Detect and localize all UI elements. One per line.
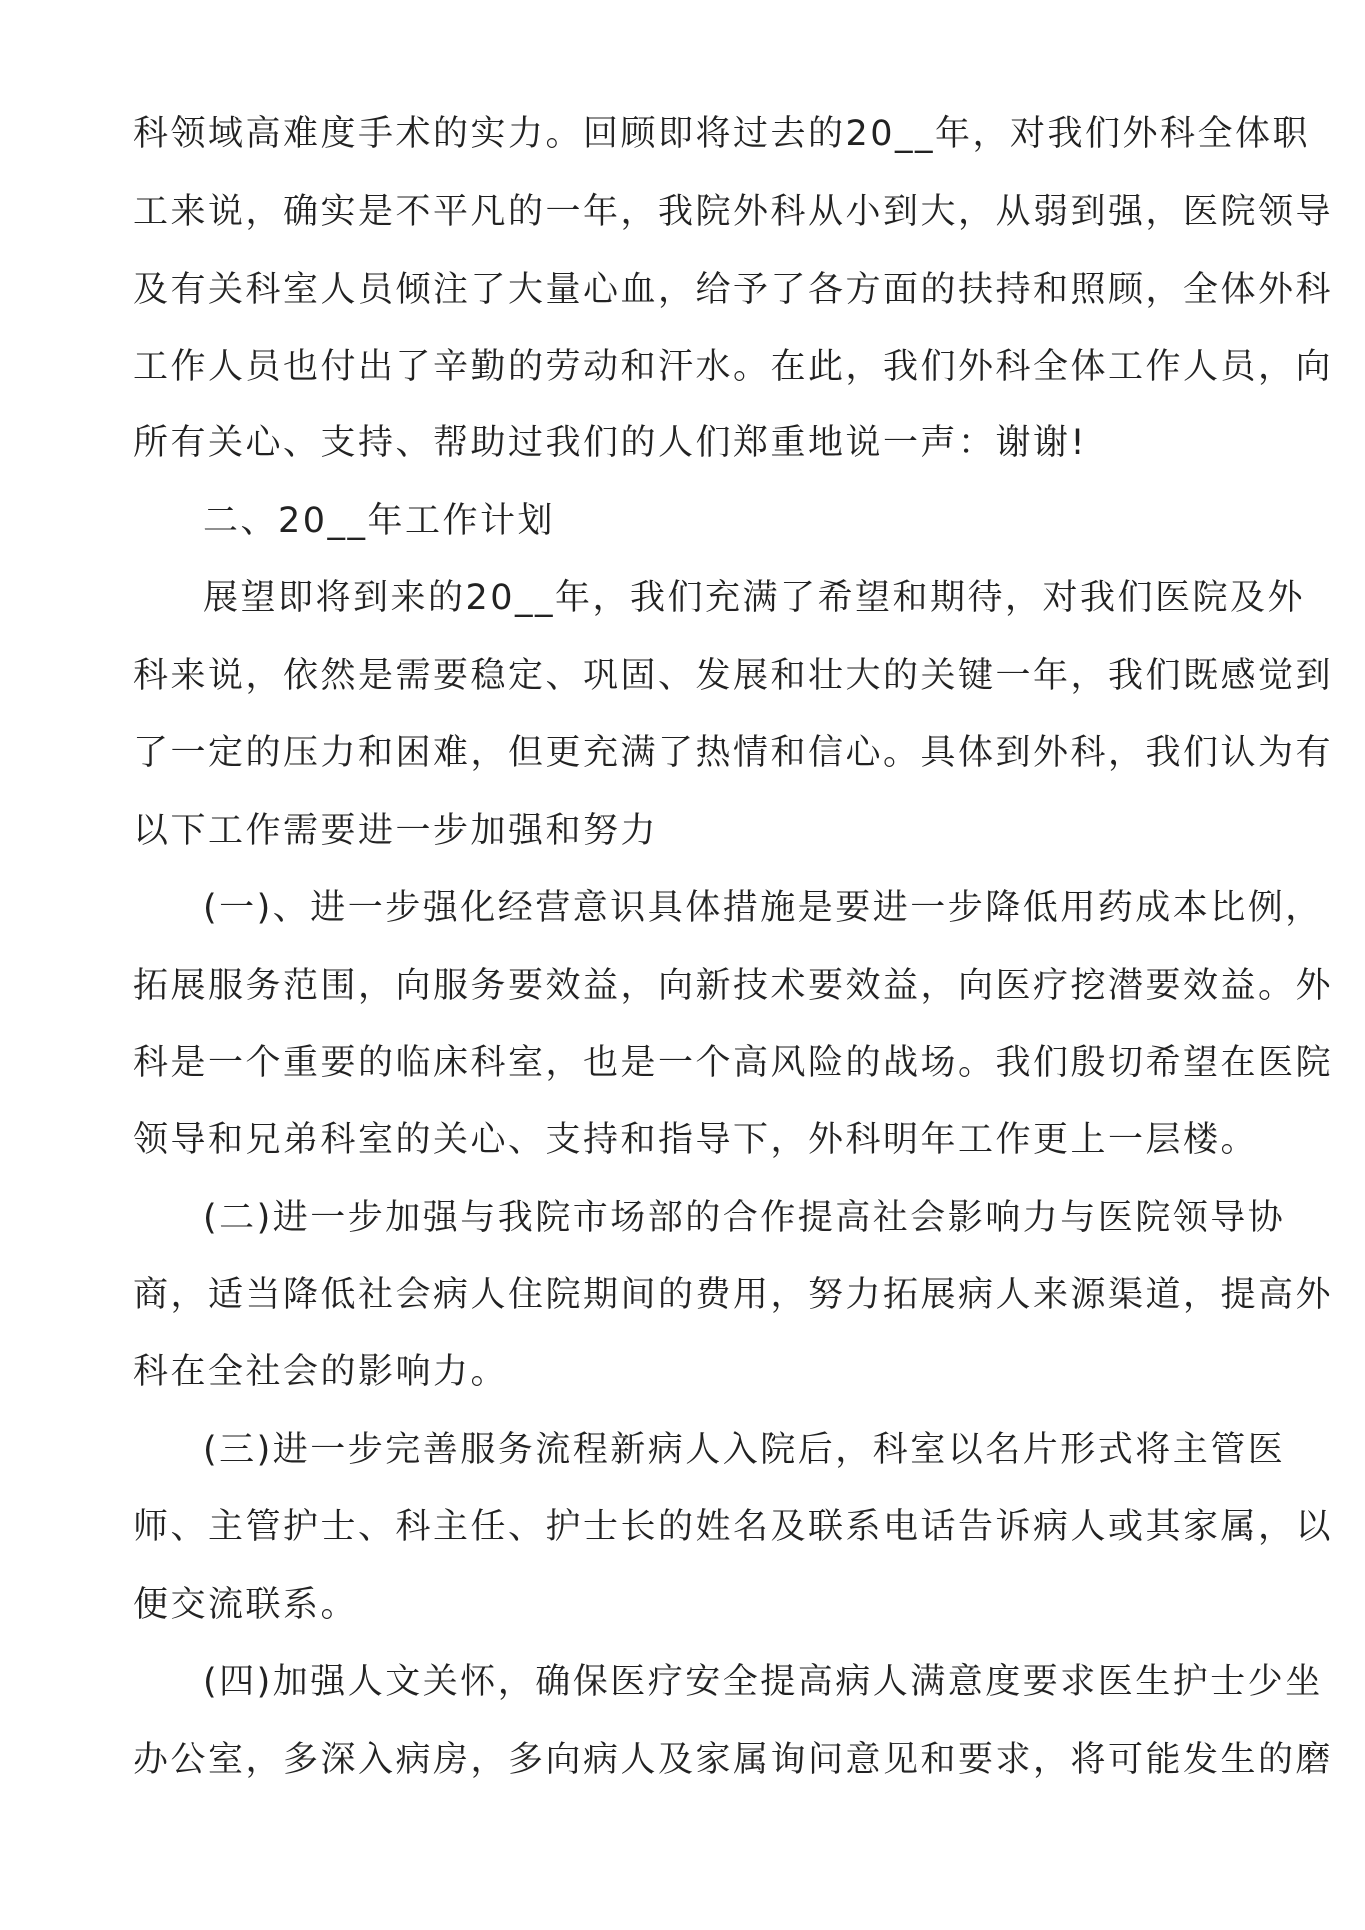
text-line: 及有关科室人员倾注了大量心血，给予了各方面的扶持和照顾，全体外科 xyxy=(133,270,1334,310)
text-line: 展望即将到来的20__年，我们充满了希望和期待，对我们医院及外 xyxy=(203,578,1306,618)
text-line: 工作人员也付出了辛勤的劳动和汗水。在此，我们外科全体工作人员，向 xyxy=(133,347,1334,387)
text-line: 工来说，确实是不平凡的一年，我院外科从小到大，从弱到强，医院领导 xyxy=(133,192,1334,232)
text-line: (一)、进一步强化经营意识具体措施是要进一步降低用药成本比例， xyxy=(203,888,1323,928)
text-line: 以下工作需要进一步加强和努力 xyxy=(133,811,659,851)
text-line: 科来说，依然是需要稳定、巩固、发展和壮大的关键一年，我们既感觉到 xyxy=(133,656,1334,696)
text-line: 领导和兄弟科室的关心、支持和指导下，外科明年工作更上一层楼。 xyxy=(133,1120,1259,1160)
text-line: 科在全社会的影响力。 xyxy=(133,1352,509,1392)
text-line: 科领域高难度手术的实力。回顾即将过去的20__年，对我们外科全体职 xyxy=(133,114,1311,154)
text-line: 便交流联系。 xyxy=(133,1585,359,1625)
text-line: (二)进一步加强与我院市场部的合作提高社会影响力与医院领导协 xyxy=(203,1198,1286,1238)
text-line: 所有关心、支持、帮助过我们的人们郑重地说一声：谢谢! xyxy=(133,423,1088,463)
text-line: 了一定的压力和困难，但更充满了热情和信心。具体到外科，我们认为有 xyxy=(133,733,1334,773)
text-line: 拓展服务范围，向服务要效益，向新技术要效益，向医疗挖潜要效益。外 xyxy=(133,966,1334,1006)
text-line: 科是一个重要的临床科室，也是一个高风险的战场。我们殷切希望在医院 xyxy=(133,1043,1334,1083)
text-line: (三)进一步完善服务流程新病人入院后，科室以名片形式将主管医 xyxy=(203,1430,1286,1470)
text-line: 办公室，多深入病房，多向病人及家属询问意见和要求，将可能发生的磨 xyxy=(133,1740,1334,1780)
text-line: 商，适当降低社会病人住院期间的费用，努力拓展病人来源渠道，提高外 xyxy=(133,1275,1334,1315)
section-heading: 二、20__年工作计划 xyxy=(203,501,556,541)
text-line: (四)加强人文关怀，确保医疗安全提高病人满意度要求医生护士少坐 xyxy=(203,1662,1323,1702)
text-line: 师、主管护士、科主任、护士长的姓名及联系电话告诉病人或其家属，以 xyxy=(133,1507,1334,1547)
